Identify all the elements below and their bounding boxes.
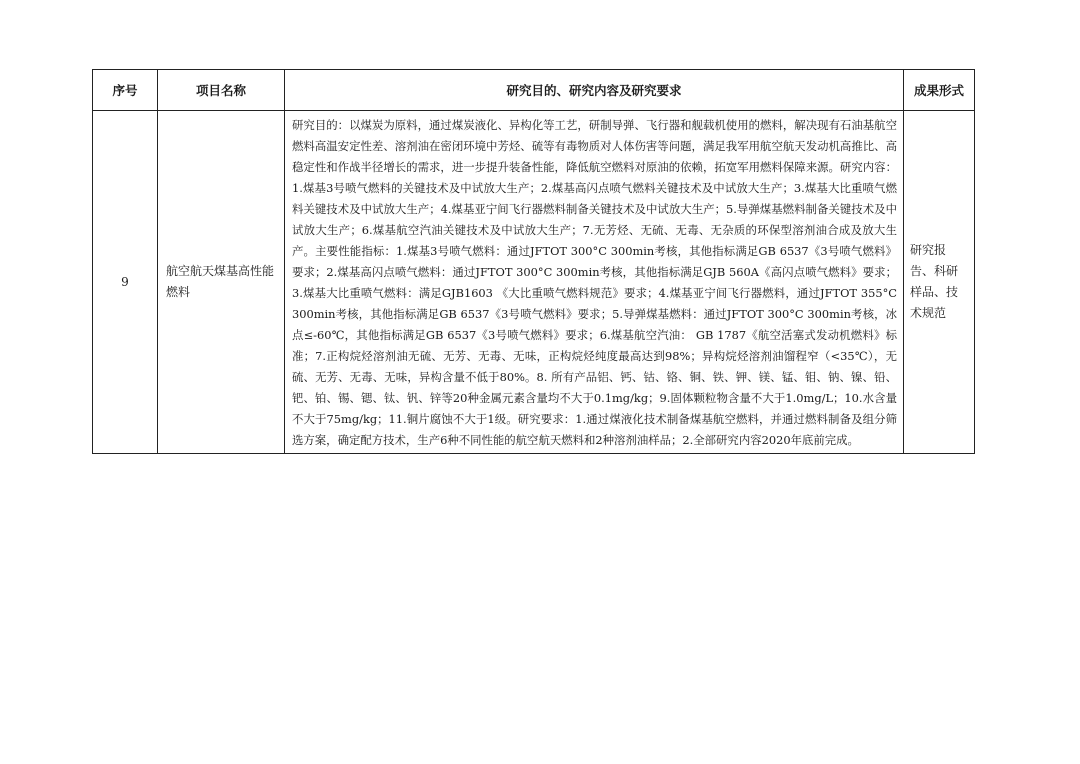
project-output: 研究报告、科研样品、技术规范 bbox=[904, 111, 975, 454]
table-header-row bbox=[93, 70, 975, 111]
project-name: 航空航天煤基高性能燃料 bbox=[158, 111, 285, 454]
header-output: 成果形式 bbox=[904, 70, 975, 111]
project-content: 研究目的：以煤炭为原料，通过煤炭液化、异构化等工艺，研制导弹、飞行器和舰载机使用的燃料，解决现有石油基航空燃料高温安定性差、溶剂油在密闭环境中芳烃、硫等有毒物质对人体伤害等问题，满足我军用航空航天发动机高推比、高稳定性和作战半径增长的需求，进一步提升装备性能，降低航空燃料对原油的依赖，拓宽军用燃料保障来源。研究内容：1.煤基3号喷气燃料的关键技术及中试放大生产；2.煤基高闪点喷气燃料关键技术及中试放大生产；3.煤基大比重喷气燃料关键技术及中试放大生产；4.煤基亚宁间飞行器燃料制备关键技术及中试放大生产；5.导弹煤基燃料制备关键技术及中试放大生产；6.煤基航空汽油关键技术及中试放大生产；7.无芳烃、无硫、无毒、无杂质的环保型溶剂油合成及放大生产。主要性能指标：1.煤基3号喷气燃料：通过JFTOT 300°C 300min考核，其他指标满足GB 6537《3号喷气燃料》要求；2.煤基高闪点喷气燃料：通过JFTOT 300°C 300min考核，其他指标满足GJB 560A《高闪点喷气燃料》要求；3.煤基大比重喷气燃料：满足GJB1603 《大比重喷气燃料规范》要求；4.煤基亚宁间飞行器燃料，通过JFTOT 355°C 300min考核，其他指标满足GB 6537《3号喷气燃料》要求；5.导弹煤基燃料：通过JFTOT 300°C 300min考核，冰点≤-60℃，其他指标满足GB 6537《3号喷气燃料》要求；6.煤基航空汽油： GB 1787《航空活塞式发动机燃料》标准；7.正构烷烃溶剂油无硫、无芳、无毒、无味，正构烷烃纯度最高达到98%；异构烷烃溶剂油馏程窄（<35℃），无硫、无芳、无毒、无味，异构含量不低于80%。8. 所有产品铝、钙、钴、铬、铜、铁、钾、镁、锰、钼、钠、镍、铅、钯、铂、锡、锶、钛、钒、锌等20种金属元素含量均不大于0.1mg/kg；9.固体颗粒物含量不大于1.0mg/L；10.水含量不大于75mg/kg；11.铜片腐蚀不大于1级。研究要求：1.通过煤液化技术制备煤基航空燃料，并通过燃料制备及组分筛选方案，确定配方技术，生产6种不同性能的航空航天燃料和2种溶剂油样品；2.全部研究内容2020年底前完成。 bbox=[285, 111, 904, 454]
header-name: 项目名称 bbox=[158, 70, 285, 111]
project-table bbox=[92, 69, 975, 454]
table-row bbox=[93, 111, 975, 454]
header-content: 研究目的、研究内容及研究要求 bbox=[285, 70, 904, 111]
header-no: 序号 bbox=[93, 70, 158, 111]
row-number: 9 bbox=[93, 111, 158, 454]
